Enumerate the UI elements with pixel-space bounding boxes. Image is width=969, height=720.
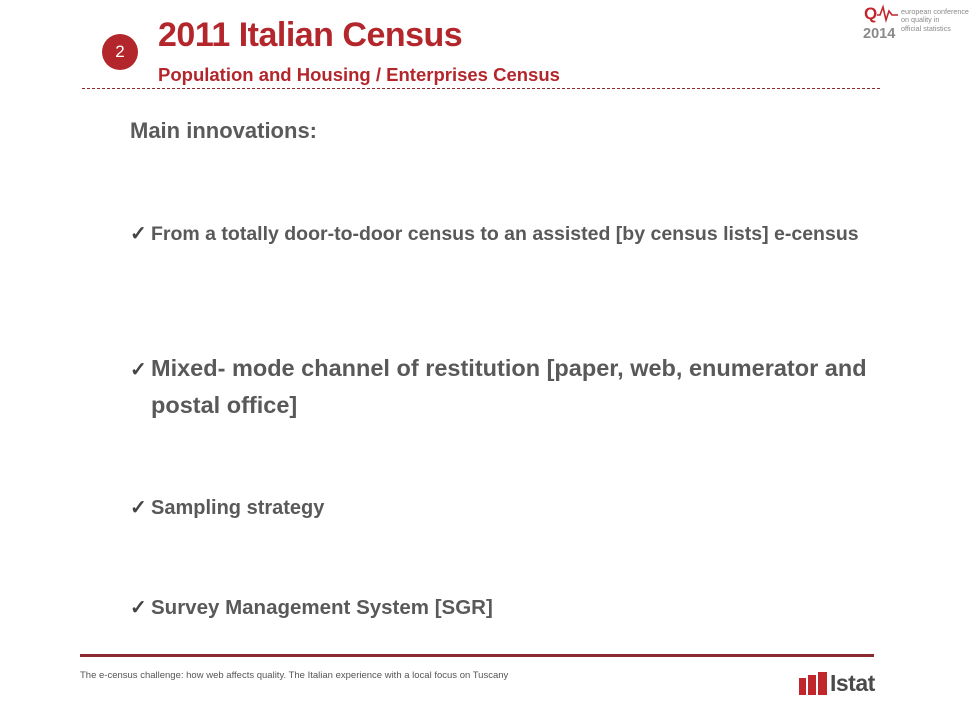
bullet-item bbox=[130, 592, 830, 624]
bullet-text: Mixed- mode channel of restitution [paper, web, enumerator and postal office] bbox=[151, 355, 867, 418]
header-divider bbox=[82, 88, 880, 89]
check-icon: ✓ bbox=[130, 597, 147, 619]
slide-number-badge bbox=[102, 34, 138, 70]
main-heading: Main innovations: bbox=[130, 118, 317, 143]
footer-divider bbox=[80, 654, 874, 657]
istat-logo-word: Istat bbox=[830, 670, 875, 696]
q2014-logo-line: official statistics bbox=[901, 23, 951, 33]
slide-number: 2 bbox=[115, 42, 125, 61]
page-subtitle: Population and Housing / Enterprises Census bbox=[158, 64, 560, 85]
bullet-text: Sampling strategy bbox=[151, 497, 325, 519]
bullet-text: From a totally door-to-door census to an assisted [by census lists] e-census bbox=[151, 223, 859, 245]
q2014-logo-text bbox=[901, 7, 969, 33]
check-icon: ✓ bbox=[130, 223, 147, 245]
bullet-item bbox=[130, 492, 730, 524]
q2014-logo bbox=[862, 2, 969, 42]
check-icon: ✓ bbox=[130, 359, 147, 381]
svg-text:Q: Q bbox=[864, 4, 878, 23]
footer-text: The e-census challenge: how web affects quality. The Italian experience with a local focus on Tuscany bbox=[80, 670, 509, 681]
bullet-text: Survey Management System [SGR] bbox=[151, 596, 493, 619]
bullet-item bbox=[130, 350, 870, 424]
q2014-logo-line: on quality in bbox=[901, 15, 940, 25]
svg-text:2014: 2014 bbox=[863, 26, 896, 42]
q2014-logo-mark bbox=[862, 2, 902, 42]
page-title: 2011 Italian Census bbox=[158, 16, 463, 54]
istat-logo bbox=[798, 670, 908, 700]
check-icon: ✓ bbox=[130, 497, 147, 519]
istat-logo-mark bbox=[798, 672, 828, 696]
q2014-logo-line: european conference bbox=[901, 7, 969, 16]
bullet-item bbox=[130, 218, 870, 250]
